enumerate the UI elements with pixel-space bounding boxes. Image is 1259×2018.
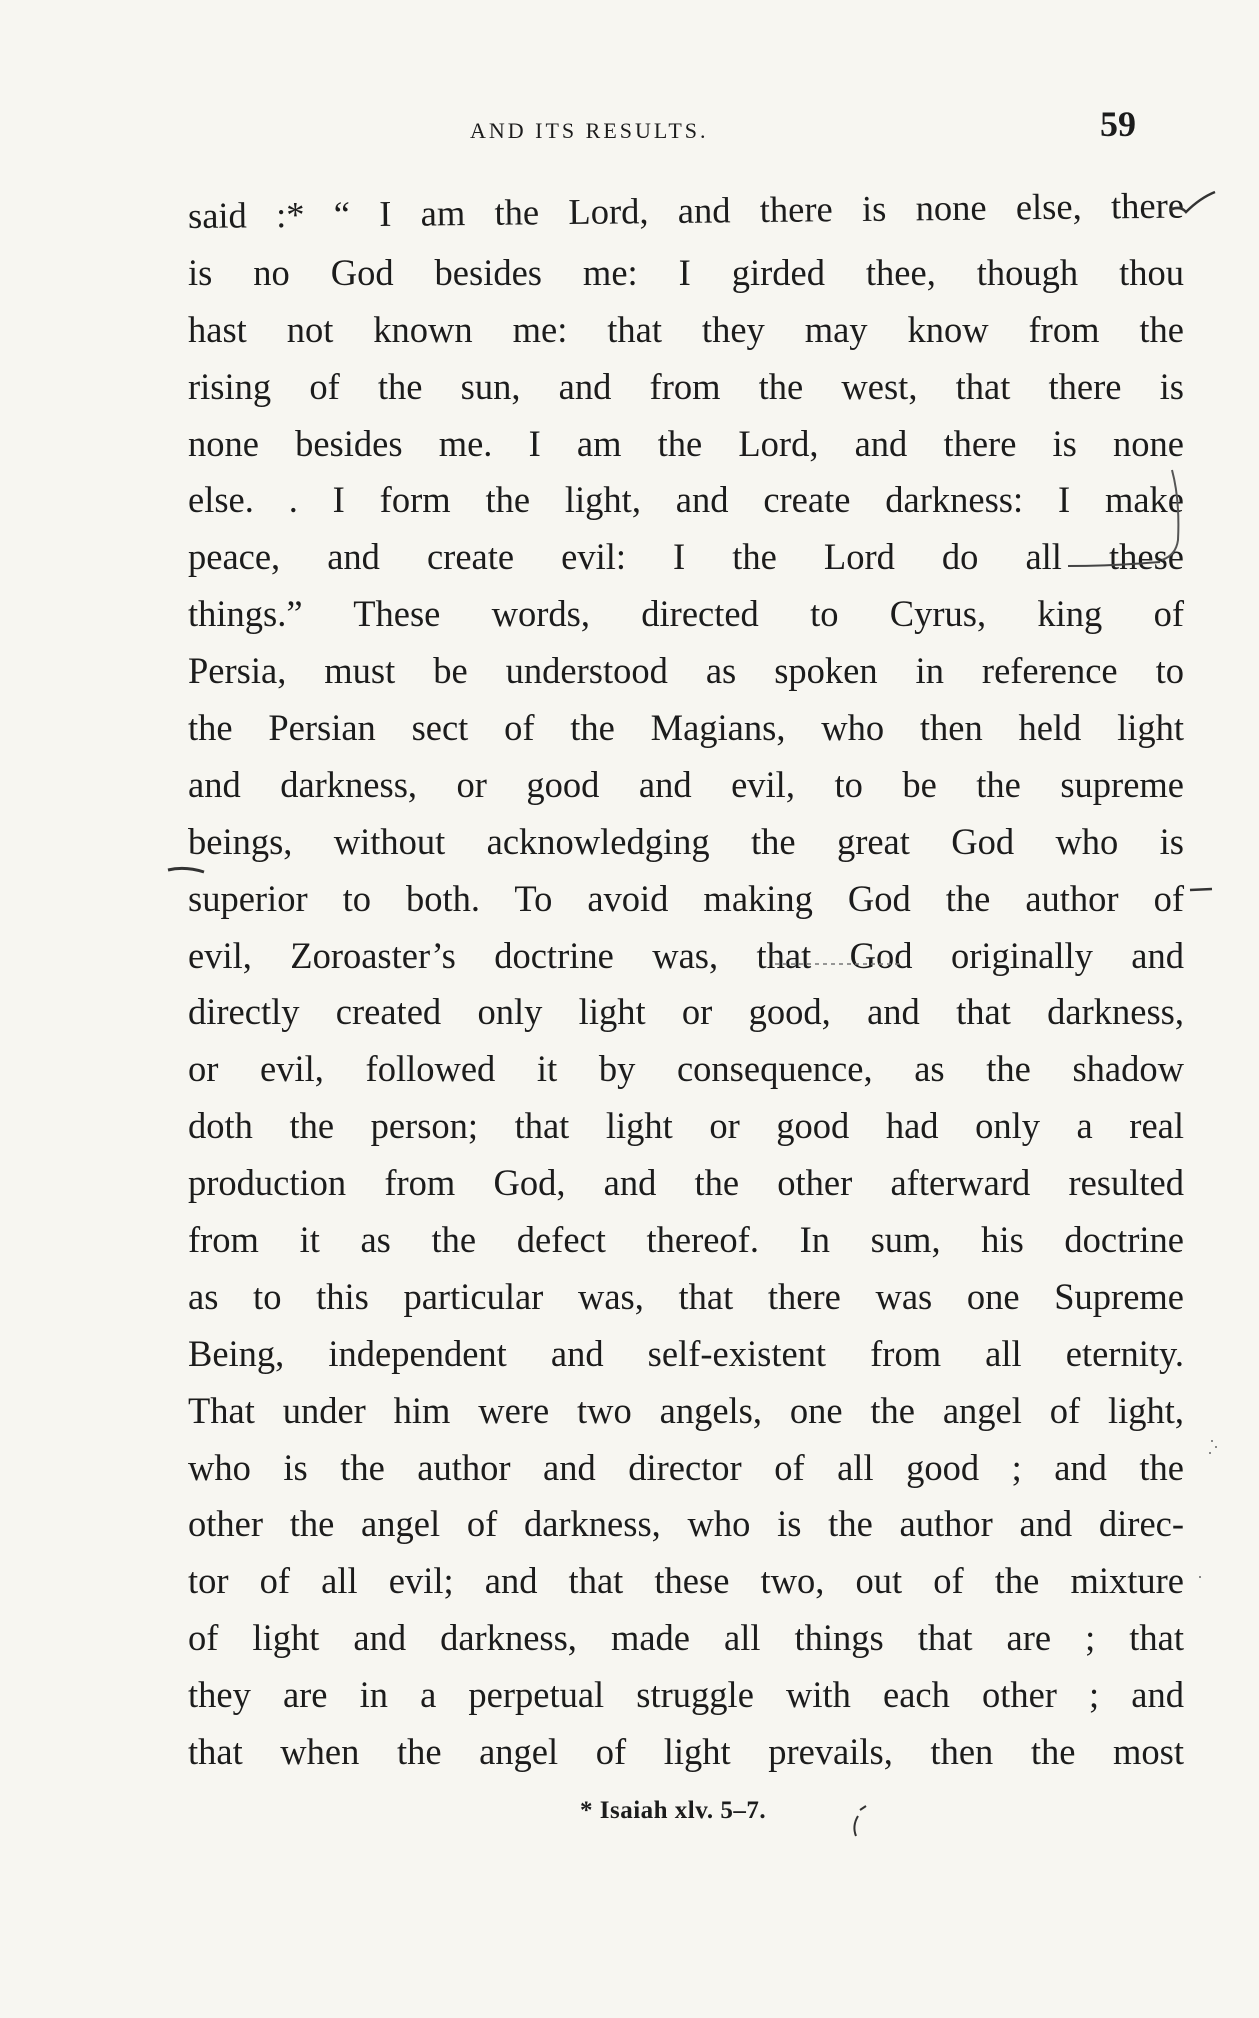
text-line: as to this particular was, that there was one Supreme <box>188 1275 1184 1317</box>
dash-mark-right <box>1190 889 1212 890</box>
footnote-tick <box>854 1806 866 1836</box>
text-line: rising of the sun, and from the west, that there is <box>188 365 1184 407</box>
text-line: superior to both. To avoid making God the author of <box>188 877 1184 919</box>
text-line: who is the author and director of all good ; and the <box>188 1446 1184 1488</box>
text-line: That under him were two angels, one the angel of light, <box>188 1389 1184 1431</box>
text-line: directly created only light or good, and that darkness, <box>188 991 1184 1033</box>
text-line: or evil, followed it by consequence, as the shadow <box>188 1048 1184 1090</box>
text-line: none besides me. I am the Lord, and there is none <box>188 422 1184 464</box>
text-line: the Persian sect of the Magians, who then held light <box>188 707 1184 749</box>
text-line: that when the angel of light prevails, then the most <box>188 1731 1184 1773</box>
text-line: is no God besides me: I girded thee, though thou <box>188 251 1184 293</box>
text-line: from it as the defect thereof. In sum, his doctrine <box>188 1219 1184 1261</box>
text-line: Persia, must be understood as spoken in reference to <box>188 650 1184 692</box>
text-line: said :* “ I am the Lord, and there is none else, there <box>187 184 1185 236</box>
text-line: tor of all evil; and that these two, out of the mixture <box>188 1560 1184 1602</box>
running-head: AND ITS RESULTS. <box>470 118 709 143</box>
text-line: peace, and create evil: I the Lord do all these <box>188 536 1184 578</box>
text-line: hast not known me: that they may know from the <box>188 308 1184 350</box>
text-line: Being, independent and self-existent from all eternity. <box>188 1332 1184 1374</box>
text-line: other the angel of darkness, who is the author and direc- <box>188 1503 1184 1545</box>
text-line: of light and darkness, made all things that are ; that <box>188 1617 1184 1659</box>
text-line: things.” These words, directed to Cyrus, king of <box>188 593 1184 635</box>
body-text <box>187 184 1185 1781</box>
text-line: beings, without acknowledging the great God who is <box>188 820 1184 862</box>
text-line: evil, Zoroaster’s doctrine was, that God originally and <box>188 934 1184 976</box>
page-number: 59 <box>1100 104 1136 144</box>
margin-dots <box>1200 1440 1216 1578</box>
footnote: * Isaiah xlv. 5–7. <box>580 1797 767 1824</box>
text-line: doth the person; that light or good had only a real <box>188 1105 1184 1147</box>
text-line: else. . I form the light, and create darkness: I make <box>188 479 1184 521</box>
text-line: production from God, and the other afterward resulted <box>188 1162 1184 1204</box>
text-line: and darkness, or good and evil, to be the supreme <box>188 763 1184 805</box>
text-line: they are in a perpetual struggle with each other ; and <box>188 1674 1184 1716</box>
